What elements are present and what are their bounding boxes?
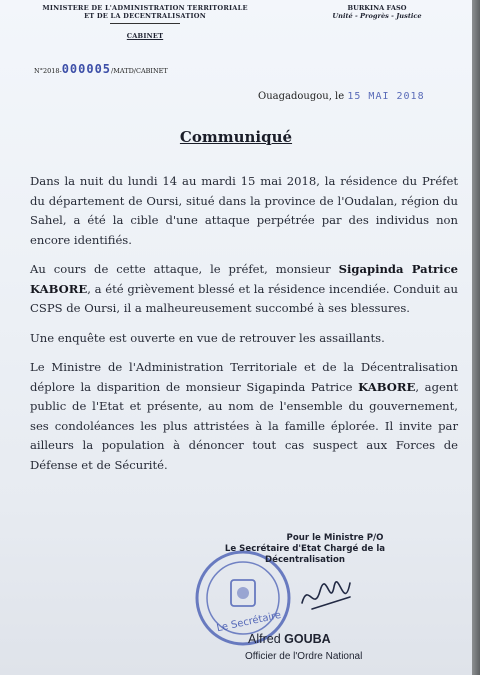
paragraph-condolences-text-b: , agent public de l'Etat et présente, au nom de l'ensemble du gouvernement, ses condoléances les plus attristées à la famille éplorée. Il invite par ailleurs la population à dénoncer tout cas suspect aux Forces de Défense et de Sécurité. — [30, 379, 458, 472]
paragraph-investigation: Une enquête est ouverte en vue de retrouver les assaillants. — [30, 330, 385, 345]
signature-line-department: Décentralisation — [264, 555, 346, 565]
handwritten-signature — [298, 573, 358, 618]
seal-secretary-text: Le Secrétaire — [215, 609, 283, 635]
place-date — [258, 91, 425, 102]
signature-block — [200, 533, 410, 662]
paragraph-victim-text-a: Au cours de cette attaque, le préfet, monsieur — [30, 262, 331, 276]
paragraph-victim-text-b: , a été grièvement blessé et la résidence incendiée. Conduit au CSPS de Oursi, il a malheureusement succombé à ses blessures. — [30, 281, 458, 315]
signatory-last-name: GOUBA — [284, 632, 331, 646]
reference-number — [34, 62, 168, 76]
header-divider — [110, 23, 180, 24]
reference-prefix: N°2018- — [34, 67, 62, 75]
paragraph-victim — [30, 260, 458, 319]
signature-line-position: Le Secrétaire d'Etat Chargé de la — [224, 544, 386, 554]
paragraph-incident: Dans la nuit du lundi 14 au mardi 15 mai 2018, la résidence du Préfet du département de Oursi, situé dans la province de l'Oudalan, région du Sahel, a été la cible d'une attaque perpétrée par des individus non encore identifiés. — [30, 174, 458, 247]
page-edge-shadow — [472, 0, 480, 675]
paragraph-condolences — [30, 358, 458, 475]
signatory-first-name: Alfred — [248, 632, 281, 646]
country-header — [312, 4, 442, 20]
signature-line-on-behalf: Pour le Ministre P/O — [286, 533, 384, 543]
paragraph-condolences-text-a: Le Ministre de l'Administration Territoriale et de la Décentralisation déplore la disparition de monsieur Sigapinda Patrice — [30, 360, 458, 394]
country-motto: Unité - Progrès - Justice — [332, 12, 422, 20]
date-stamp: 15 MAI 2018 — [347, 91, 425, 102]
ministry-name-line2: ET DE LA DECENTRALISATION — [84, 12, 206, 20]
signatory-title: Officier de l'Ordre National — [245, 651, 363, 662]
reference-stamp-number: 000005 — [61, 62, 112, 76]
communique-body — [30, 172, 458, 485]
country-name: BURKINA FASO — [347, 4, 407, 12]
document-title: Communiqué — [179, 128, 293, 146]
cabinet-label: CABINET — [126, 32, 164, 40]
ministry-name-line1: MINISTERE DE L'ADMINISTRATION TERRITORIALE — [42, 4, 248, 12]
ministry-header — [30, 4, 260, 40]
victim-first-names: Sigapinda Patrice — [338, 262, 459, 276]
reference-suffix: /MATD/CABINET — [111, 67, 168, 75]
place-label: Ouagadougou, le — [258, 91, 345, 102]
condolences-victim-name: KABORE — [358, 379, 416, 394]
victim-last-name: KABORE — [30, 281, 88, 296]
signatory-name — [248, 634, 331, 645]
